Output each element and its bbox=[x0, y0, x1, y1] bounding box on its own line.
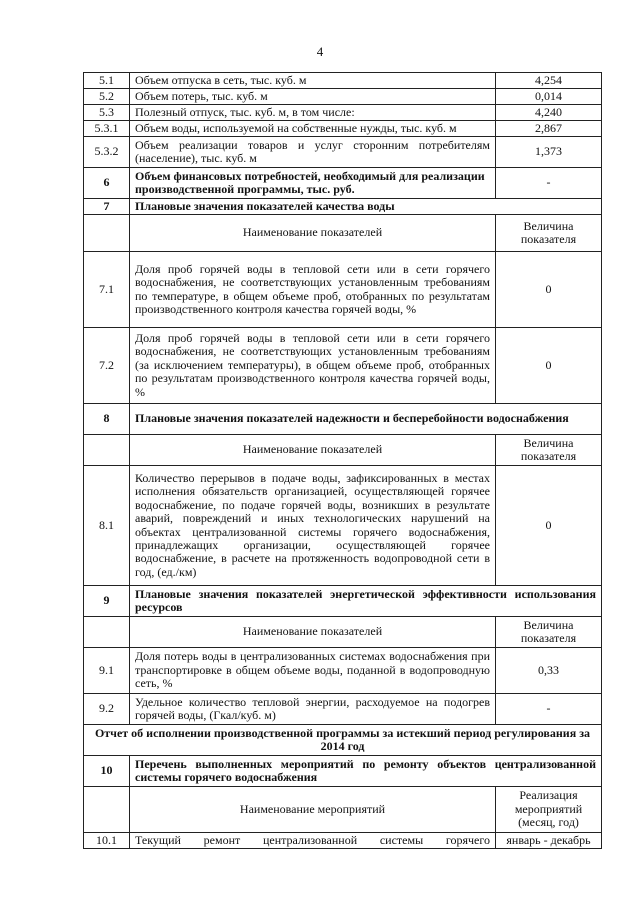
section-number: 10 bbox=[84, 756, 130, 787]
row-value: 1,373 bbox=[496, 137, 602, 168]
row-text: Полезный отпуск, тыс. куб. м, в том числе: bbox=[130, 105, 496, 121]
row-value: 0,33 bbox=[496, 648, 602, 694]
table-row bbox=[84, 73, 602, 89]
row-value: 4,240 bbox=[496, 105, 602, 121]
column-header-row bbox=[84, 787, 602, 833]
table-row bbox=[84, 252, 602, 328]
column-header-value: Величина показателя bbox=[496, 435, 602, 466]
row-text: Доля проб горячей воды в тепловой сети или в сети горячего водоснабжения, не соответствующих установленным требованиям по температуре, в общем объеме проб, отобранных по результатам производственного контроля качества горячей воды, % bbox=[130, 252, 496, 328]
row-value: - bbox=[496, 694, 602, 725]
column-header-name: Наименование показателей bbox=[130, 215, 496, 252]
section-heading-row bbox=[84, 199, 602, 215]
row-number: 9.2 bbox=[84, 694, 130, 725]
table-row bbox=[84, 121, 602, 137]
row-value: 2,867 bbox=[496, 121, 602, 137]
table-row bbox=[84, 105, 602, 121]
table-row bbox=[84, 137, 602, 168]
column-header-name: Наименование мероприятий bbox=[130, 787, 496, 833]
row-number: 5.3.1 bbox=[84, 121, 130, 137]
row-value: - bbox=[496, 168, 602, 199]
column-header-name: Наименование показателей bbox=[130, 617, 496, 648]
row-text: Объем воды, используемой на собственные нужды, тыс. куб. м bbox=[130, 121, 496, 137]
column-header-row bbox=[84, 215, 602, 252]
section-number: 7 bbox=[84, 199, 130, 215]
section-heading-row bbox=[84, 756, 602, 787]
row-value: 0 bbox=[496, 466, 602, 586]
section-heading-row bbox=[84, 586, 602, 617]
column-header-row bbox=[84, 435, 602, 466]
row-text: Доля проб горячей воды в тепловой сети или в сети горячего водоснабжения, не соответствующих установленным требованиям (за исключением температуры), в общем объеме проб, отобранных по результатам производственного контроля качества горячей воды, % bbox=[130, 328, 496, 404]
header-empty-cell bbox=[84, 617, 130, 648]
row-number: 9.1 bbox=[84, 648, 130, 694]
section-number: 8 bbox=[84, 404, 130, 435]
row-number: 5.3.2 bbox=[84, 137, 130, 168]
row-text: Количество перерывов в подаче воды, зафиксированных в местах исполнения обязательств организацией, осуществляющей горячее водоснабжение, по подаче горячей воды, возникших в результате аварий, повреждений и иных технологических нарушений на объектах централизованной системы горячего водоснабжения, принадлежащих организации, осуществляющей горячее водоснабжение, в расчете на протяженность водопроводной сети в год, (ед./км) bbox=[130, 466, 496, 586]
row-text: Текущий ремонт централизованной системы горячего bbox=[130, 833, 496, 849]
header-empty-cell bbox=[84, 435, 130, 466]
row-number: 7.1 bbox=[84, 252, 130, 328]
table-row bbox=[84, 833, 602, 849]
table-row bbox=[84, 648, 602, 694]
row-value: 0 bbox=[496, 328, 602, 404]
column-header-value: Величина показателя bbox=[496, 215, 602, 252]
row-number: 5.3 bbox=[84, 105, 130, 121]
section-number: 6 bbox=[84, 168, 130, 199]
report-title: Отчет об исполнении производственной программы за истекший период регулирования за 2014 год bbox=[84, 725, 602, 756]
column-header-row bbox=[84, 617, 602, 648]
header-empty-cell bbox=[84, 215, 130, 252]
column-header-value: Реализация мероприятий (месяц, год) bbox=[496, 787, 602, 833]
section-title: Плановые значения показателей качества воды bbox=[130, 199, 602, 215]
section-title: Перечень выполненных мероприятий по ремонту объектов централизованной системы горячего водоснабжения bbox=[130, 756, 602, 787]
row-text: Объем реализации товаров и услуг сторонним потребителям (население), тыс. куб. м bbox=[130, 137, 496, 168]
table-row bbox=[84, 466, 602, 586]
section-number: 9 bbox=[84, 586, 130, 617]
table-row bbox=[84, 168, 602, 199]
row-number: 8.1 bbox=[84, 466, 130, 586]
row-number: 5.1 bbox=[84, 73, 130, 89]
row-text: Объем потерь, тыс. куб. м bbox=[130, 89, 496, 105]
program-table bbox=[83, 72, 602, 849]
row-number: 5.2 bbox=[84, 89, 130, 105]
section-heading-row bbox=[84, 404, 602, 435]
column-header-value: Величина показателя bbox=[496, 617, 602, 648]
section-title: Плановые значения показателей энергетической эффективности использования ресурсов bbox=[130, 586, 602, 617]
row-value: 0 bbox=[496, 252, 602, 328]
row-value: 4,254 bbox=[496, 73, 602, 89]
column-header-name: Наименование показателей bbox=[130, 435, 496, 466]
row-number: 7.2 bbox=[84, 328, 130, 404]
header-empty-cell bbox=[84, 787, 130, 833]
row-text: Объем отпуска в сеть, тыс. куб. м bbox=[130, 73, 496, 89]
row-number: 10.1 bbox=[84, 833, 130, 849]
section-title: Плановые значения показателей надежности и бесперебойности водоснабжения bbox=[130, 404, 602, 435]
section-title: Объем финансовых потребностей, необходимый для реализации производственной программы, тыс. руб. bbox=[130, 168, 496, 199]
row-text: Удельное количество тепловой энергии, расходуемое на подогрев горячей воды, (Гкал/куб. м) bbox=[130, 694, 496, 725]
report-title-row bbox=[84, 725, 602, 756]
page-number: 4 bbox=[316, 44, 324, 59]
row-value: январь - декабрь bbox=[496, 833, 602, 849]
row-value: 0,014 bbox=[496, 89, 602, 105]
table-row bbox=[84, 694, 602, 725]
table-row bbox=[84, 89, 602, 105]
row-text: Доля потерь воды в централизованных системах водоснабжения при транспортировке в общем объеме воды, поданной в водопроводную сеть, % bbox=[130, 648, 496, 694]
table-row bbox=[84, 328, 602, 404]
